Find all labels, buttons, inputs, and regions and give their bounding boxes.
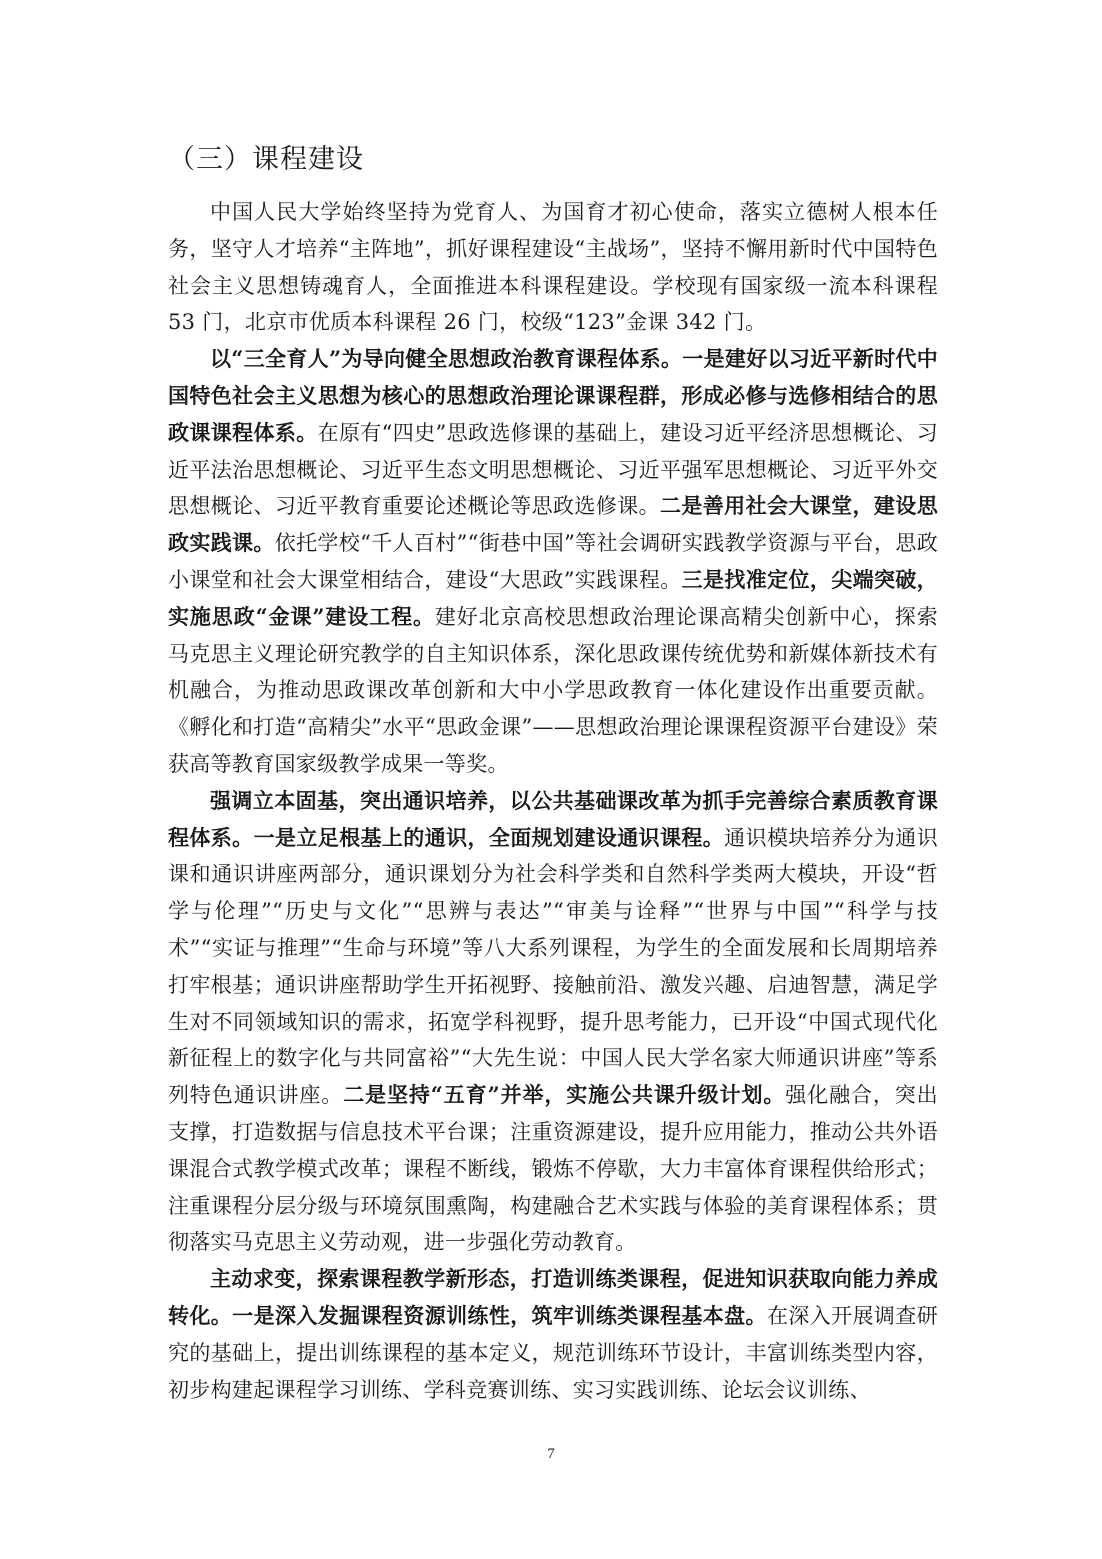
- paragraph-text: 通识模块培养分为通识课和通识讲座两部分，通识课划分为社会科学类和自然科学类两大模块，开设“哲学与伦理”“历史与文化”“思辨与表达”“审美与诠释”“世界与中国”“科学与技术”“实证与推理”“生命与环境”等八大系列课程，为学生的全面发展和长周期培养打牢根基；通识讲座帮助学生开拓视野、接触前沿、激发兴趣、启迪智慧，满足学生对不同领域知识的需求，拓宽学科视野，提升思考能力，已开设“中国式现代化新征程上的数字化与共同富裕”“大先生说：中国人民大学名家大师通识讲座”等系列特色通识讲座。: [168, 825, 938, 1108]
- paragraph-text: 强化融合，突出支撑，打造数据与信息技术平台课；注重资源建设，提升应用能力，推动公共外语课混合式教学模式改革；课程不断线，锻炼不停歇，大力丰富体育课程供给形式；注重课程分层分级与环境氛围熏陶，构建融合艺术实践与体验的美育课程体系；贯彻落实马克思主义劳动观，进一步强化劳动教育。: [168, 1083, 938, 1255]
- page-number: 7: [547, 1446, 555, 1462]
- paragraph-text: 中国人民大学始终坚持为党育人、为国育才初心使命，落实立德树人根本任务，坚守人才培养“主阵地”，抓好课程建设“主战场”，坚持不懈用新时代中国特色社会主义思想铸魂育人，全面推进本科课程建设。学校现有国家级一流本科课程 53 门，北京市优质本科课程 26 门，校级“123”金课 342 门。: [168, 200, 938, 335]
- section-heading: （三）课程建设: [168, 144, 364, 175]
- paragraph-ideological-courses: [168, 341, 938, 783]
- paragraph-text: 在深入开展调查研究的基础上，提出训练课程的基本定义，规范训练环节设计，丰富训练类型内容，初步构建起课程学习训练、学科竞赛训练、实习实践训练、论坛会议训练、: [168, 1303, 938, 1402]
- paragraph-training-courses: [168, 1261, 938, 1408]
- bold-lead: 强调立本固基，突出通识培养，以公共基础课改革为抓手完善综合素质教育课程体系。一是立足根基上的通识，全面规划建设通识课程。: [168, 787, 938, 850]
- bold-lead: 以“三全育人”为导向健全思想政治教育课程体系。一是建好以习近平新时代中国特色社会主义思想为核心的思想政治理论课课程群，形成必修与选修相结合的思政课课程体系。: [168, 346, 938, 445]
- bold-lead: 主动求变，探索课程教学新形态，打造训练类课程，促进知识获取向能力养成转化。一是深入发掘课程资源训练性，筑牢训练类课程基本盘。: [168, 1266, 938, 1328]
- paragraph-text: 建好北京高校思想政治理论课高精尖创新中心，探索马克思主义理论研究教学的自主知识体系，深化思政课传统优势和新媒体新技术有机融合，为推动思政课改革创新和大中小学思政教育一体化建设作出重要贡献。《孵化和打造“高精尖”水平“思政金课”——思想政治理论课课程资源平台建设》荣获高等教育国家级教学成果一等奖。: [168, 604, 938, 776]
- bold-lead: 三是找准定位，尖端突破，实施思政“金课”建设工程。: [168, 566, 938, 629]
- paragraph-intro: [168, 194, 938, 341]
- paragraph-text: 在原有“四史”思政选修课的基础上，建设习近平经济思想概论、习近平法治思想概论、习近平生态文明思想概论、习近平强军思想概论、习近平外交思想概论、习近平教育重要论述概论等思政选修课。: [168, 420, 938, 519]
- paragraph-text: 依托学校“千人百村”“街巷中国”等社会调研实践教学资源与平台，思政小课堂和社会大课堂相结合，建设“大思政”实践课程。: [168, 531, 939, 592]
- paragraph-general-education: [168, 783, 938, 1261]
- document-page: [168, 140, 938, 1408]
- bold-lead: 二是坚持“五育”并举，实施公共课升级计划。: [343, 1082, 786, 1108]
- bold-lead: 二是善用社会大课堂，建设思政实践课。: [168, 493, 938, 556]
